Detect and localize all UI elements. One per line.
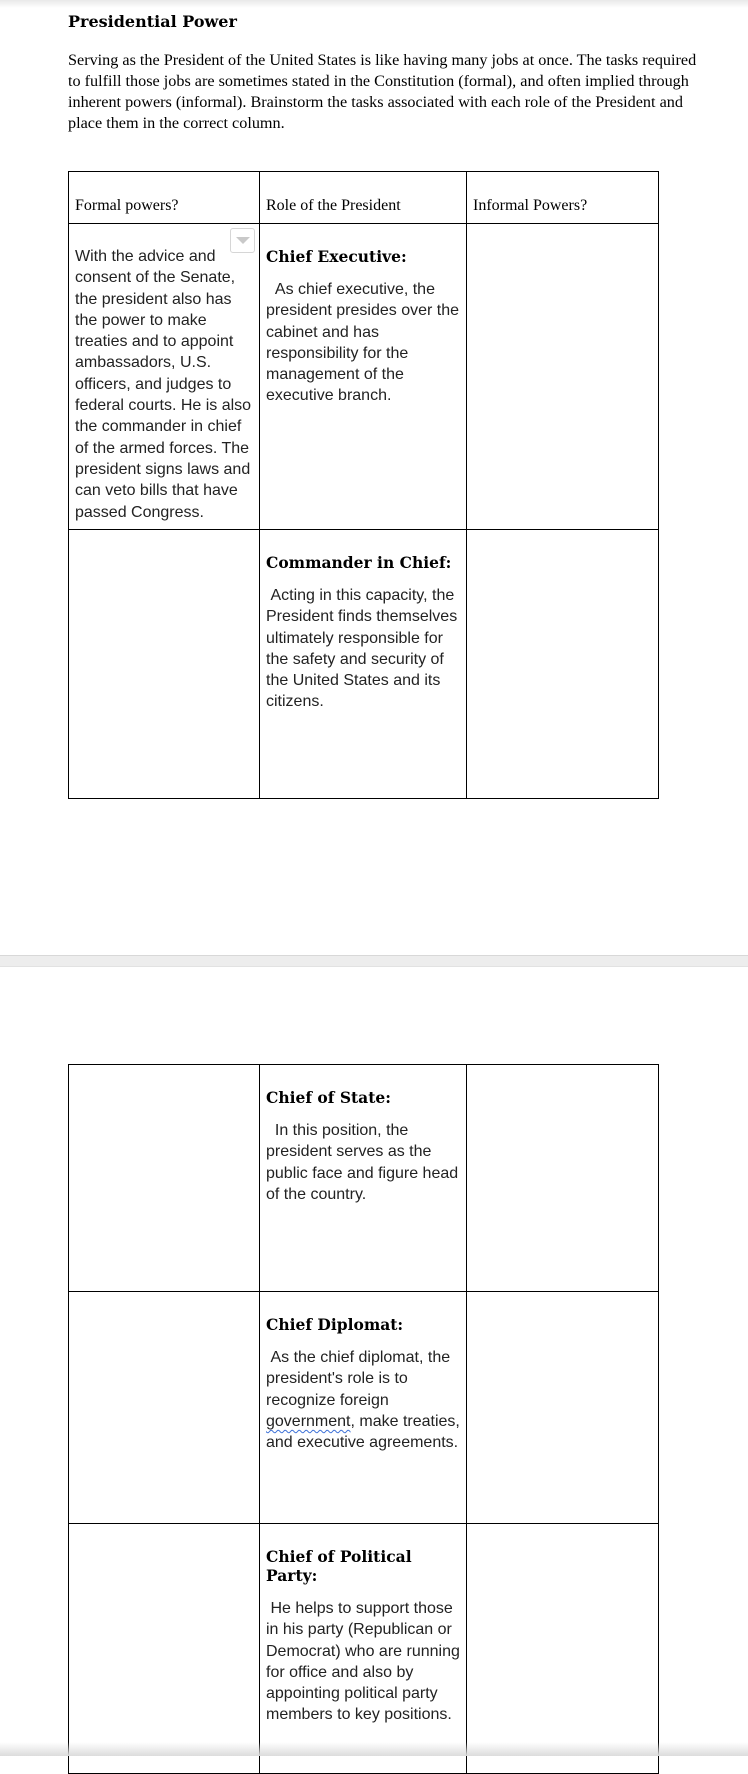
role-description-part: , make treaties, and executive agreements. — [266, 1412, 465, 1452]
table-row — [69, 224, 659, 530]
powers-table-part-1 — [68, 171, 659, 799]
header-informal-powers[interactable]: Informal Powers? — [467, 172, 659, 224]
informal-powers-cell[interactable] — [467, 1524, 659, 1774]
role-title[interactable]: Chief of Political Party: — [266, 1547, 412, 1585]
informal-powers-cell[interactable] — [467, 224, 659, 530]
role-description[interactable] — [260, 1334, 466, 1453]
role-title[interactable]: Chief of State: — [266, 1088, 391, 1107]
table-row — [69, 530, 659, 799]
role-cell[interactable] — [260, 1292, 467, 1524]
informal-powers-cell[interactable] — [467, 1292, 659, 1524]
page-bottom-shadow — [0, 1742, 748, 1756]
table-row — [69, 1065, 659, 1292]
informal-powers-cell[interactable] — [467, 1065, 659, 1292]
header-role-of-president[interactable]: Role of the President — [260, 172, 467, 224]
role-description[interactable]: Acting in this capacity, the President finds themselves ultimately responsible for the safety and security of the United States and its citizens. — [266, 587, 462, 711]
role-cell[interactable] — [260, 224, 467, 530]
formal-powers-cell[interactable] — [69, 224, 260, 530]
document-title[interactable]: Presidential Power — [68, 12, 237, 31]
role-cell[interactable] — [260, 1524, 467, 1774]
intro-paragraph[interactable]: Serving as the President of the United States is like having many jobs at once. The tasks required to fulfill those jobs are sometimes stated in the Constitution (formal), and often implied through inherent powers (informal). Brainstorm the tasks associated with each role of the President and place them in the correct column. — [68, 51, 697, 132]
role-description[interactable]: As chief executive, the president presides over the cabinet and has responsibility for the management of the executive branch. — [266, 281, 464, 405]
role-description-part: As the chief diplomat, the president's role is to recognize foreign — [266, 1349, 455, 1409]
table-row — [69, 1524, 659, 1774]
role-cell[interactable] — [260, 1065, 467, 1292]
page-top-shadow — [0, 0, 748, 8]
role-description[interactable]: He helps to support those in his party (Republican or Democrat) who are running for office and also by appointing political party members to key positions. — [266, 1600, 465, 1724]
formal-powers-cell[interactable] — [69, 530, 260, 799]
role-title[interactable]: Chief Diplomat: — [266, 1315, 404, 1334]
table-row — [69, 1292, 659, 1524]
role-description[interactable]: In this position, the president serves as the public face and figure head of the country. — [266, 1122, 463, 1203]
informal-powers-cell[interactable] — [467, 530, 659, 799]
formal-powers-text[interactable]: With the advice and consent of the Senate, the president also has the power to make treaties and to appoint ambassadors, U.S. officers, and judges to federal courts. He is also the commander in chief of the armed forces. The president signs laws and can veto bills that have passed Congress. — [75, 248, 252, 521]
header-formal-powers[interactable]: Formal powers? — [69, 172, 260, 224]
formal-powers-cell[interactable] — [69, 1292, 260, 1524]
role-title[interactable]: Chief Executive: — [266, 247, 407, 266]
powers-table-part-2 — [68, 1064, 659, 1774]
formal-powers-cell[interactable] — [69, 1065, 260, 1292]
chevron-down-icon[interactable] — [230, 228, 255, 253]
formal-powers-cell[interactable] — [69, 1524, 260, 1774]
role-title[interactable]: Commander in Chief: — [266, 553, 452, 572]
page-separator — [0, 955, 748, 967]
document-page-2 — [0, 967, 748, 1756]
role-cell[interactable] — [260, 530, 467, 799]
spellcheck-word[interactable]: government — [266, 1412, 351, 1430]
table-header-row — [69, 172, 659, 224]
